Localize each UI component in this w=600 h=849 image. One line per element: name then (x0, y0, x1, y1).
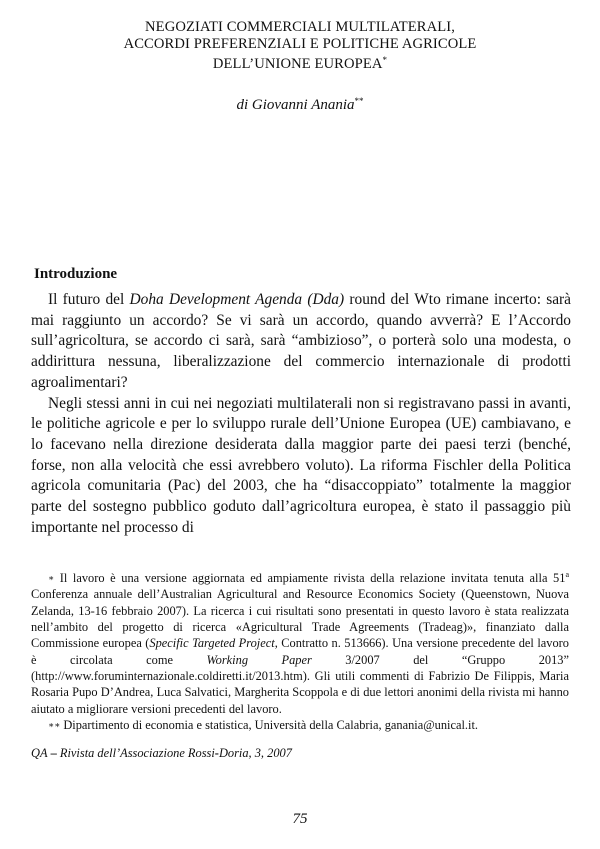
footnote-1-sup: a (565, 570, 569, 579)
footnote-1-em2: Working Paper (206, 652, 312, 667)
footnote-2-text: Dipartimento di economia e statistica, Università della Calabria, ganania@unical.it. (60, 717, 478, 732)
paper-title (40, 19, 560, 73)
title-line-3-text: DELL’UNIONE EUROPEA (212, 56, 383, 73)
journal-name: Rivista dell’Associazione Rossi (59, 746, 215, 760)
p1-pre: Il futuro del (48, 291, 130, 308)
journal-hyphen: - (214, 746, 219, 760)
footnote-2 (31, 717, 569, 733)
footnote-1-d: 3/2007 del “Gruppo 2013” (http://www.foruminternazionale.coldiretti.it/2013.htm). Gli utili commenti di Fabrizio De Filippis, Maria Rosaria Pupo D’Andrea, Luca Salvatici, Margherita Scoppola e di due lettori anonimi della rivista mi hanno aiutato a migliorare versioni precedenti del lavoro. (31, 652, 569, 716)
footnote-1-c: , Contratto n. 513666). Una versione precedente del lavoro è circolata come (31, 636, 569, 667)
title-line-2: ACCORDI PREFERENZIALI E POLITICHE AGRICOLE (123, 35, 477, 52)
paragraph-2: Negli stessi anni in cui nei negoziati multilaterali non si registravano passi in avanti, le politiche agricole e per lo sviluppo rurale dell’Unione Europea (UE) cambiavano, e lo facevano nella direzione desiderata dalla maggior parte dei paesi terzi (benché, forse, non alla velocità che essi avrebbero voluto). La riforma Fischler della Politica agricola comunitaria (Pac) del 2003, che ha “disaccoppiato” totalmente la maggior parte del sostegno pubblico goduto dall’agricoltura europea, è stato il passaggio più importante nel processo di (31, 394, 571, 536)
journal-dash: – (47, 746, 60, 760)
footnote-1 (31, 567, 569, 717)
title-line-3 (40, 52, 560, 73)
body-text (31, 290, 571, 538)
p1-emphasis: Doha Development Agenda (Dda) (129, 291, 345, 308)
p1-post: round del Wto rimane incerto: sarà mai raggiunto un accordo? Se vi sarà un accordo, quando avverrà? E l’Accordo sull’agricoltura, se accordo ci sarà, sarà “ambizioso”, o porterà solo una modesta, o addirittura nessuna, liberalizzazione del commercio internazionale di prodotti agroalimentari? (31, 291, 572, 391)
footnote-1-mark: ∗ (48, 573, 55, 584)
author-name: di Giovanni Anania (236, 97, 355, 113)
title-footnote-mark: * (382, 55, 388, 66)
journal-rest: Doria, 3, 2007 (218, 746, 292, 760)
journal-abbrev: QA (31, 746, 48, 760)
author-footnote-mark: ** (354, 96, 364, 106)
footnote-1-em1: Specific Targeted Project (149, 636, 275, 651)
section-heading: Introduzione (34, 266, 118, 282)
footnote-1-b: Conferenza annuale dell’Australian Agricultural and Resource Economics Society (Queenstown, Nuova Zelanda, 13-16 febbraio 2007). La ricerca i cui risultati sono presentati in questo lavoro è stata realizzata nell’ambito del progetto di ricerca «Agricultural Trade Agreements (Tradeag)», finanziato dalla Commissione europea ( (31, 587, 569, 651)
paragraph-1 (31, 290, 571, 394)
author-line (40, 96, 560, 114)
journal-citation (31, 746, 292, 761)
title-line-1: NEGOZIATI COMMERCIALI MULTILATERALI, (145, 19, 455, 35)
footnote-1-a: Il lavoro è una versione aggiornata ed ampiamente rivista della relazione invitata tenuta alla 51 (54, 571, 566, 586)
footnotes (31, 567, 569, 733)
page-number: 75 (292, 811, 308, 827)
footnote-2-mark: ∗∗ (48, 719, 61, 730)
